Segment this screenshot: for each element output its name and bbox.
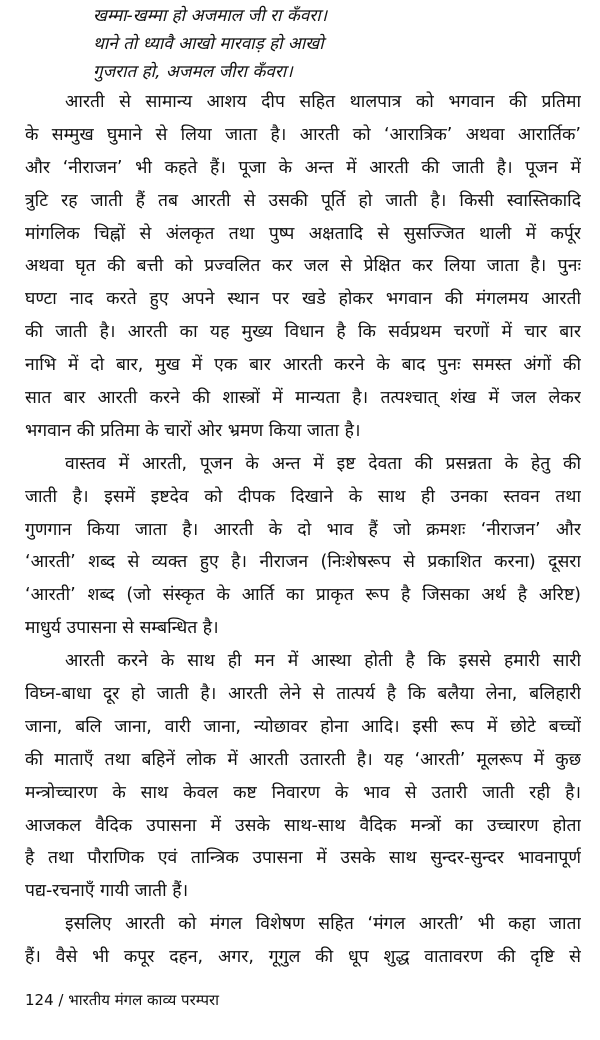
- verse-block: [93, 2, 327, 86]
- page-footer: 124 / भारतीय मंगल काव्य परम्परा: [25, 991, 220, 1009]
- text-line: के सम्मुख घुमाने से लिया जाता है। आरती को ‘आरात्रिक’ अथवा आरार्तिक’: [25, 124, 581, 145]
- text-line: त्रुटि रह जाती हैं तब आरती से उसकी पूर्ति हो जाती है। किसी स्वास्तिकादि: [25, 190, 581, 211]
- text-line: आरती से सामान्य आशय दीप सहित थालपात्र को भगवान की प्रतिमा: [65, 92, 581, 112]
- verse-line: गुजरात हो, अजमल जीरा कँवरा।: [93, 62, 293, 82]
- text-line: मांगलिक चिह्नों से अंलकृत तथा पुष्प अक्षतादि से सुसज्जित थाली में कर्पूर: [25, 223, 581, 244]
- text-line: आजकल वैदिक उपासना में उसके साथ-साथ वैदिक मन्त्रों का उच्चारण होता: [25, 815, 581, 836]
- text-line: पद्य-रचनाएँ गायी जाती हैं।: [25, 881, 189, 902]
- text-line: विघ्न-बाधा दूर हो जाती है। आरती लेने से तात्पर्य है कि बलैया लेना, बलिहारी: [25, 684, 581, 705]
- text-line: इसलिए आरती को मंगल विशेषण सहित ‘मंगल आरती’ भी कहा जाता: [65, 914, 581, 935]
- text-line: है तथा पौराणिक एवं तान्त्रिक उपासना में उसके साथ सुन्दर-सुन्दर भावनापूर्ण: [25, 848, 581, 869]
- text-line: आरती करने के साथ ही मन में आस्था होती है कि इससे हमारी सारी: [65, 651, 581, 672]
- text-line: हैं। वैसे भी कपूर दहन, अगर, गूगुल की धूप शुद्ध वातावरण की दृष्टि से: [25, 947, 581, 968]
- text-line: जाती है। इसमें इष्टदेव को दीपक दिखाने के साथ ही उनका स्तवन तथा: [25, 486, 581, 507]
- text-line: मन्त्रोच्चारण के साथ केवल कष्ट निवारण के भाव से उतारी जाती रही है।: [25, 782, 581, 803]
- verse-line: खम्मा-खम्मा हो अजमाल जी रा कँवरा।: [93, 6, 328, 26]
- text-line: गुणगान किया जाता है। आरती के दो भाव हैं जो क्रमशः ‘नीराजन’ और: [25, 519, 581, 540]
- verse-line: थाने तो ध्यावै आखो मारवाड़ हो आखो: [93, 34, 324, 54]
- body-text: [25, 86, 581, 974]
- text-line: जाना, बलि जाना, वारी जाना, न्योछावर होना आदि। इसी रूप में छोटे बच्चों: [25, 716, 581, 737]
- text-line: नाभि में दो बार, मुख में एक बार आरती करने के बाद पुनः समस्त अंगों की: [25, 355, 581, 376]
- text-line: सात बार आरती करने की शास्त्रों में मान्यता है। तत्पश्चात् शंख में जल लेकर: [25, 388, 581, 409]
- text-line: और ‘नीराजन’ भी कहते हैं। पूजा के अन्त में आरती की जाती है। पूजन में: [25, 157, 581, 178]
- text-line: वास्तव में आरती, पूजन के अन्त में इष्ट देवता की प्रसन्नता के हेतु की: [65, 453, 581, 474]
- text-line: ‘आरती’ शब्द (जो संस्कृत के आर्ति का प्राकृत रूप है जिसका अर्थ है अरिष्ट): [25, 585, 581, 606]
- text-line: माधुर्य उपासना से सम्बन्धित है।: [25, 618, 219, 639]
- text-line: की माताएँ तथा बहिनें लोक में आरती उतारती है। यह ‘आरती’ मूलरूप में कुछ: [25, 749, 581, 770]
- text-line: अथवा घृत की बत्ती को प्रज्वलित कर जल से प्रेक्षित कर लिया जाता है। पुनः: [25, 256, 581, 277]
- text-line: ‘आरती’ शब्द से व्यक्त हुए है। नीराजन (निःशेषरूप से प्रकाशित करना) दूसरा: [25, 552, 581, 573]
- text-line: भगवान की प्रतिमा के चारों ओर भ्रमण किया जाता है।: [25, 420, 361, 441]
- text-line: घण्टा नाद करते हुए अपने स्थान पर खडे होकर भगवान की मंगलमय आरती: [25, 289, 581, 310]
- text-line: की जाती है। आरती का यह मुख्य विधान है कि सर्वप्रथम चरणों में चार बार: [25, 322, 581, 343]
